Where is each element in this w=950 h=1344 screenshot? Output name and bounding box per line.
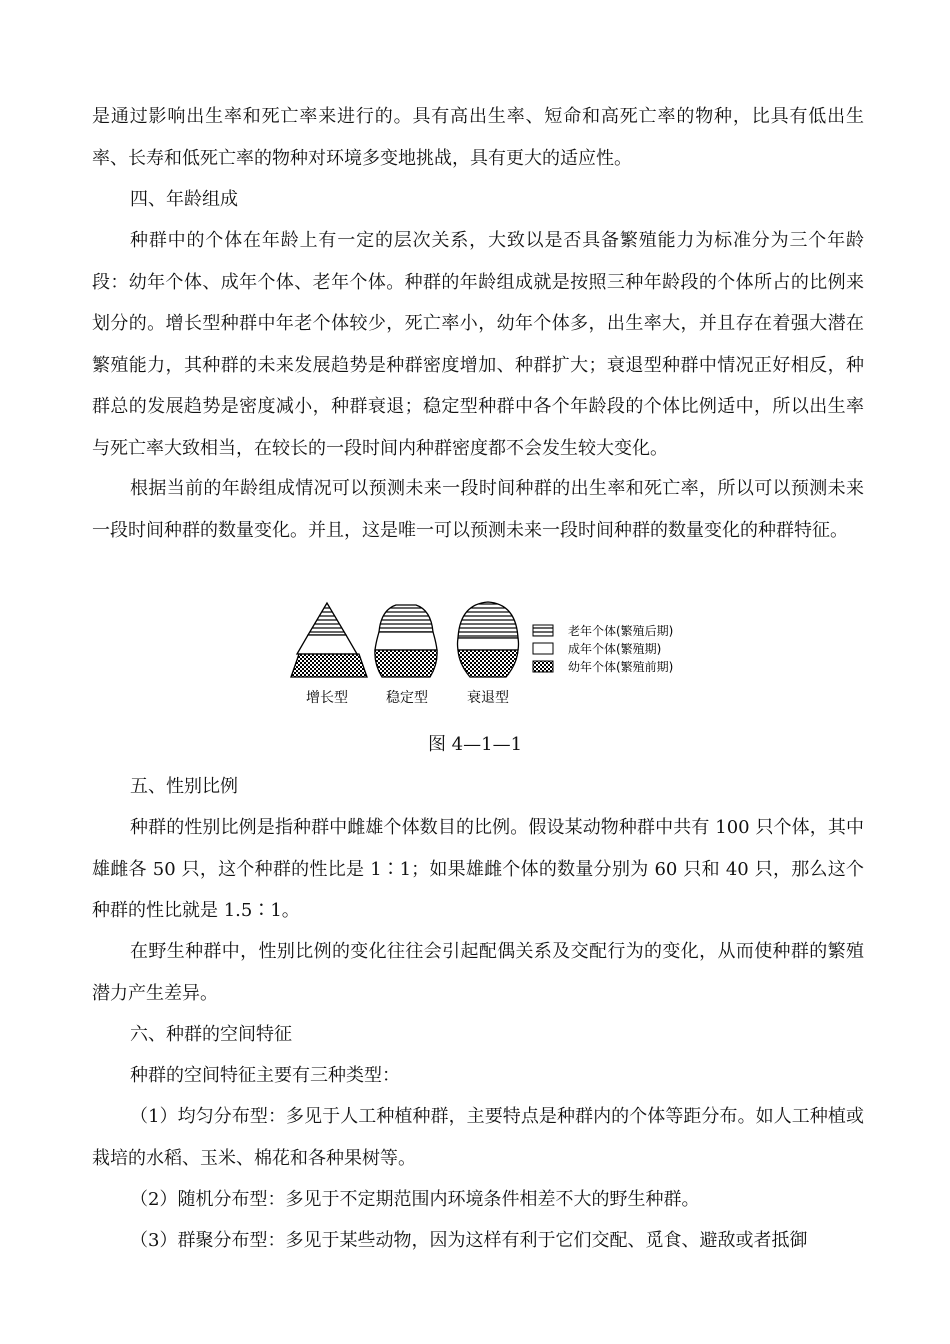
figure-legend (533, 623, 673, 674)
age-structure-figure (290, 598, 710, 710)
label-stable-type: 稳定型 (386, 690, 428, 706)
legend-swatch-young (533, 661, 553, 672)
figure-caption: 图 4—1—1 (427, 734, 523, 755)
paragraph-fertility-end: 是通过影响出生率和死亡率来进行的。具有高出生率、短命和高死亡率的物种，比具有低出生率、长寿和低死亡率的物种对环境多变地挑战，具有更大的适应性。 (92, 106, 864, 169)
paragraph-spatial-clumped: （3）群聚分布型：多见于某些动物，因为这样有利于它们交配、觅食、避敌或者抵御 (130, 1230, 808, 1251)
label-declining-type: 衰退型 (467, 690, 509, 706)
heading-sex-ratio: 五、性别比例 (130, 776, 238, 797)
paragraph-sex-ratio-1: 种群的性别比例是指种群中雌雄个体数目的比例。假设某动物种群中共有 100 只个体，其中雄雌各 50 只，这个种群的性比是 1∶1；如果雄雌个体的数量分别为 60 只和 40 只，那么这个种群的性比就是 1.5∶1。 (92, 817, 864, 921)
legend-swatch-old (533, 625, 553, 636)
paragraph-age-composition-1: 种群中的个体在年龄上有一定的层次关系，大致以是否具备繁殖能力为标准分为三个年龄段：幼年个体、成年个体、老年个体。种群的年龄组成就是按照三种年龄段的个体所占的比例来划分的。增长型种群中年老个体较少，死亡率小，幼年个体多，出生率大，并且存在着强大潜在繁殖能力，其种群的未来发展趋势是种群密度增加、种群扩大；衰退型种群中情况正好相反，种群总的发展趋势是密度减小，种群衰退；稳定型种群中各个年龄段的个体比例适中，所以出生率与死亡率大致相当，在较长的一段时间内种群密度都不会发生较大变化。 (92, 230, 864, 459)
label-growth-type: 增长型 (306, 690, 348, 706)
paragraph-spatial-random: （2）随机分布型：多见于不定期范围内环境条件相差不大的野生种群。 (130, 1189, 700, 1210)
legend-label-adult: 成年个体(繁殖期) (568, 642, 662, 656)
heading-age-composition: 四、年龄组成 (130, 189, 238, 210)
growth-type-pyramid (291, 603, 367, 677)
paragraph-sex-ratio-2: 在野生种群中，性别比例的变化往往会引起配偶关系及交配行为的变化，从而使种群的繁殖潜力产生差异。 (92, 941, 864, 1004)
stable-type-pyramid (375, 605, 437, 677)
paragraph-spatial-uniform: （1）均匀分布型：多见于人工种植种群，主要特点是种群内的个体等距分布。如人工种植或栽培的水稻、玉米、棉花和各种果树等。 (92, 1106, 864, 1169)
paragraph-age-composition-2: 根据当前的年龄组成情况可以预测未来一段时间种群的出生率和死亡率，所以可以预测未来一段时间种群的数量变化。并且，这是唯一可以预测未来一段时间种群的数量变化的种群特征。 (92, 478, 864, 541)
heading-spatial: 六、种群的空间特征 (130, 1024, 292, 1045)
declining-type-pyramid (458, 602, 519, 677)
paragraph-spatial-intro: 种群的空间特征主要有三种类型： (130, 1065, 400, 1086)
legend-label-old: 老年个体(繁殖后期) (568, 624, 674, 638)
legend-swatch-adult (533, 643, 553, 654)
legend-label-young: 幼年个体(繁殖前期) (568, 660, 674, 674)
